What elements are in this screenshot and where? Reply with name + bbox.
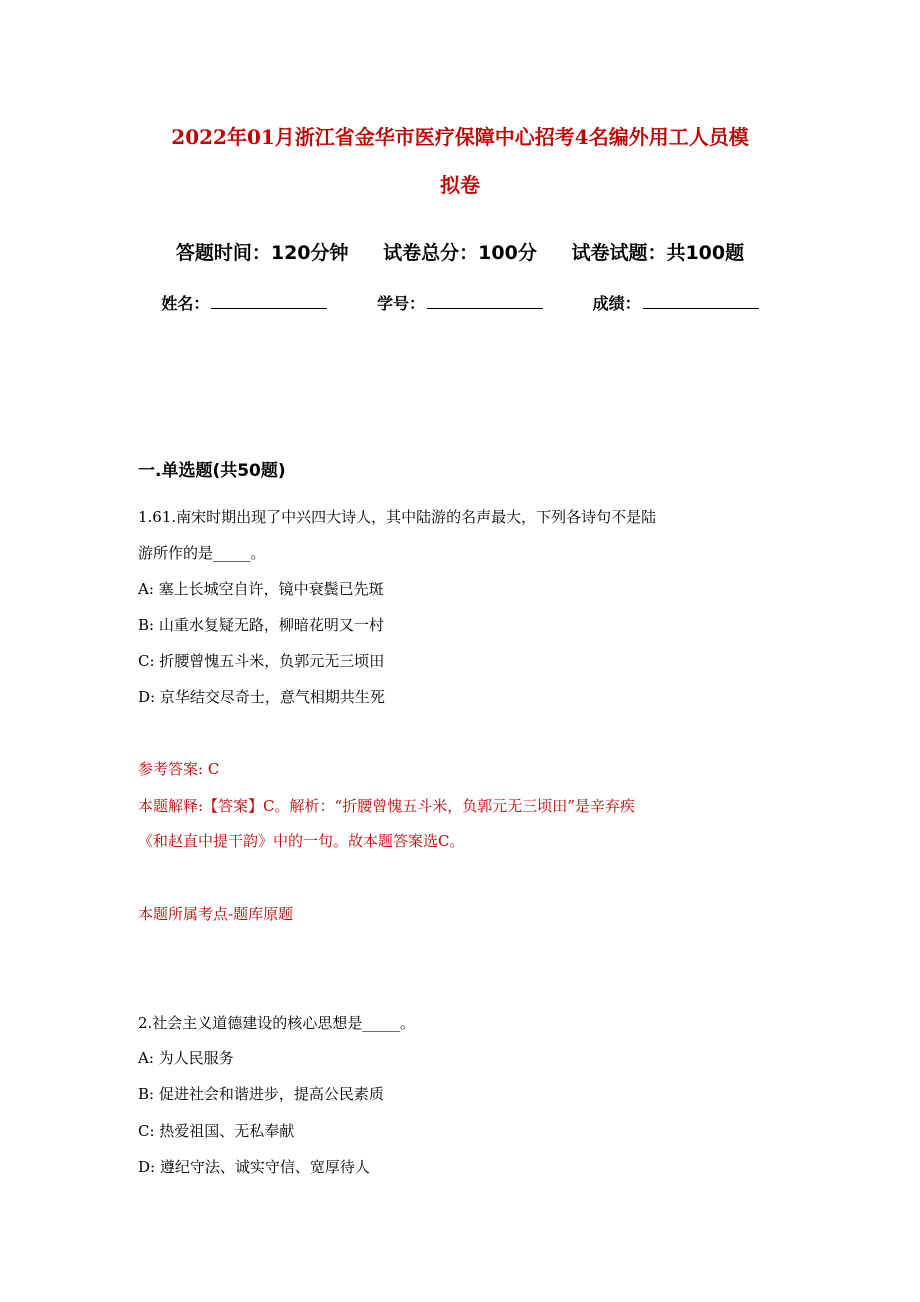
id-blank (427, 290, 543, 309)
id-label: 学号： (376, 294, 425, 313)
q1-option-b: B: 山重水复疑无路，柳暗花明又一村 (138, 616, 384, 634)
q1-option-d: D: 京华结交尽奇士，意气相期共生死 (138, 688, 385, 706)
grade-blank (643, 290, 759, 309)
student-fields (0, 290, 920, 316)
q1-source: 本题所属考点-题库原题 (138, 905, 294, 923)
q2-option-b: B: 促进社会和谐进步，提高公民素质 (138, 1085, 384, 1103)
q1-explanation-line-1: 本题解释:【答案】C。解析：“折腰曾愧五斗米，负郭元无三顷田”是辛弃疾 (138, 797, 635, 815)
q1-explanation-line-2: 《和赵直中提干韵》中的一句。故本题答案选C。 (138, 832, 465, 850)
q1-option-c: C: 折腰曾愧五斗米，负郭元无三顷田 (138, 652, 385, 670)
q2-option-c: C: 热爱祖国、无私奉献 (138, 1122, 295, 1140)
name-field (161, 290, 327, 316)
answer-time: 答题时间：120分钟 (175, 242, 349, 264)
total-score: 试卷总分：100分 (383, 242, 537, 264)
q1-stem-line-2: 游所作的是_____。 (138, 544, 266, 562)
q1-option-a: A: 塞上长城空自许，镜中衰鬓已先斑 (138, 580, 384, 598)
section-title: 一.单选题(共50题) (138, 461, 286, 481)
exam-meta (0, 240, 920, 266)
name-label: 姓名： (161, 294, 210, 313)
grade-field (593, 290, 759, 316)
q1-answer: 参考答案: C (138, 760, 220, 778)
exam-title-line-1: 2022年01月浙江省金华市医疗保障中心招考4名编外用工人员模 (171, 125, 749, 149)
grade-label: 成绩： (592, 294, 641, 313)
exam-title-line-2: 拟卷 (440, 173, 480, 197)
question-count: 试卷试题：共100题 (571, 242, 745, 264)
q2-stem: 2.社会主义道德建设的核心思想是_____。 (138, 1014, 415, 1032)
name-blank (211, 290, 327, 309)
id-field (377, 290, 543, 316)
q1-stem-line-1: 1.61.南宋时期出现了中兴四大诗人，其中陆游的名声最大，下列各诗句不是陆 (138, 508, 657, 526)
q2-option-a: A: 为人民服务 (138, 1049, 234, 1067)
q2-option-d: D: 遵纪守法、诚实守信、宽厚待人 (138, 1158, 370, 1176)
